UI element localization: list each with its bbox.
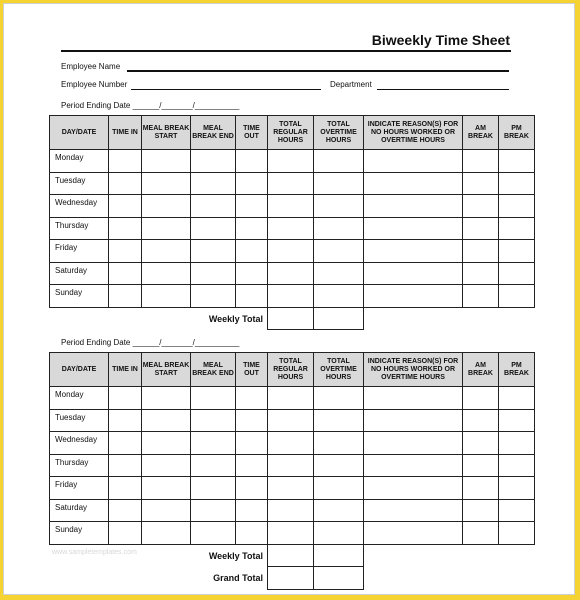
- cell[interactable]: [236, 240, 268, 263]
- cell[interactable]: [191, 432, 236, 455]
- cell[interactable]: [463, 285, 499, 308]
- cell[interactable]: [109, 217, 142, 240]
- cell[interactable]: [142, 477, 191, 500]
- table-row: [50, 195, 535, 218]
- cell[interactable]: [314, 150, 364, 173]
- cell[interactable]: [499, 454, 535, 477]
- cell[interactable]: [364, 217, 463, 240]
- cell[interactable]: [142, 409, 191, 432]
- cell[interactable]: [109, 387, 142, 410]
- day-label: Friday: [50, 477, 109, 500]
- cell[interactable]: [499, 477, 535, 500]
- header-meal-break-start: MEAL BREAK START: [142, 353, 191, 387]
- header-meal-break-end: MEAL BREAK END: [191, 116, 236, 150]
- cell[interactable]: [499, 262, 535, 285]
- cell[interactable]: [314, 409, 364, 432]
- header-time-in: TIME IN: [109, 353, 142, 387]
- cell[interactable]: [364, 240, 463, 263]
- cell[interactable]: [142, 432, 191, 455]
- cell[interactable]: [499, 409, 535, 432]
- cell[interactable]: [191, 387, 236, 410]
- table-row: [50, 262, 535, 285]
- spacer: [109, 307, 142, 330]
- cell[interactable]: [236, 262, 268, 285]
- cell[interactable]: [191, 454, 236, 477]
- cell[interactable]: [236, 522, 268, 545]
- cell[interactable]: [142, 454, 191, 477]
- cell[interactable]: [463, 262, 499, 285]
- cell[interactable]: [236, 172, 268, 195]
- cell[interactable]: [142, 262, 191, 285]
- cell[interactable]: [191, 285, 236, 308]
- title-divider: [61, 50, 511, 52]
- header-total-regular-hours: TOTAL REGULAR HOURS: [268, 353, 314, 387]
- day-label: Friday: [50, 240, 109, 263]
- cell[interactable]: [314, 217, 364, 240]
- cell[interactable]: [268, 409, 314, 432]
- cell[interactable]: [499, 387, 535, 410]
- cell[interactable]: [109, 409, 142, 432]
- weekly-total-regular-field[interactable]: [268, 307, 314, 330]
- cell[interactable]: [142, 285, 191, 308]
- cell[interactable]: [499, 195, 535, 218]
- cell[interactable]: [364, 454, 463, 477]
- spacer: [50, 567, 109, 590]
- grand-total-row: [50, 567, 535, 590]
- watermark: www.sampletemplates.com: [52, 549, 137, 556]
- cell[interactable]: [236, 387, 268, 410]
- cell[interactable]: [268, 477, 314, 500]
- cell[interactable]: [463, 240, 499, 263]
- cell[interactable]: [314, 499, 364, 522]
- cell[interactable]: [463, 499, 499, 522]
- table-row: [50, 240, 535, 263]
- cell[interactable]: [109, 454, 142, 477]
- period-ending-date-1[interactable]: Period Ending Date ______/_______/__________: [61, 101, 240, 110]
- grand-total-overtime-field[interactable]: [314, 567, 364, 590]
- day-label: Monday: [50, 150, 109, 173]
- cell[interactable]: [236, 217, 268, 240]
- cell[interactable]: [109, 432, 142, 455]
- cell[interactable]: [191, 172, 236, 195]
- cell[interactable]: [499, 217, 535, 240]
- cell[interactable]: [499, 172, 535, 195]
- weekly-total-label: Weekly Total: [208, 313, 263, 324]
- cell[interactable]: [463, 150, 499, 173]
- cell[interactable]: [364, 195, 463, 218]
- cell[interactable]: [236, 477, 268, 500]
- cell[interactable]: [109, 150, 142, 173]
- header-time-in: TIME IN: [109, 116, 142, 150]
- header-total-overtime-hours: TOTAL OVERTIME HOURS: [314, 353, 364, 387]
- cell[interactable]: [314, 262, 364, 285]
- page-title: Biweekly Time Sheet: [371, 32, 510, 48]
- table-row: [50, 522, 535, 545]
- employee-name-field[interactable]: [127, 70, 509, 72]
- cell[interactable]: [499, 432, 535, 455]
- department-field[interactable]: [377, 89, 509, 90]
- cell[interactable]: [268, 217, 314, 240]
- cell[interactable]: [109, 477, 142, 500]
- cell[interactable]: [142, 172, 191, 195]
- cell[interactable]: [314, 387, 364, 410]
- weekly-total-overtime-field[interactable]: [314, 544, 364, 567]
- cell[interactable]: [268, 499, 314, 522]
- header-pm-break: PM BREAK: [499, 116, 535, 150]
- day-label: Thursday: [50, 217, 109, 240]
- spacer: [364, 307, 535, 330]
- spacer: [109, 567, 142, 590]
- cell[interactable]: [236, 432, 268, 455]
- cell[interactable]: [314, 454, 364, 477]
- cell[interactable]: [364, 285, 463, 308]
- day-label: Saturday: [50, 499, 109, 522]
- cell[interactable]: [236, 409, 268, 432]
- cell[interactable]: [109, 262, 142, 285]
- cell[interactable]: [142, 522, 191, 545]
- cell[interactable]: [463, 477, 499, 500]
- cell[interactable]: [463, 409, 499, 432]
- cell[interactable]: [191, 477, 236, 500]
- cell[interactable]: [463, 217, 499, 240]
- cell[interactable]: [109, 499, 142, 522]
- cell[interactable]: [268, 454, 314, 477]
- table-row: [50, 477, 535, 500]
- header-reasons: INDICATE REASON(S) FOR NO HOURS WORKED OR OVERTIME HOURS: [364, 353, 463, 387]
- header-reasons: INDICATE REASON(S) FOR NO HOURS WORKED OR OVERTIME HOURS: [364, 116, 463, 150]
- cell[interactable]: [236, 454, 268, 477]
- day-label: Tuesday: [50, 172, 109, 195]
- day-label: Tuesday: [50, 409, 109, 432]
- cell[interactable]: [236, 195, 268, 218]
- cell[interactable]: [142, 150, 191, 173]
- cell[interactable]: [364, 477, 463, 500]
- weekly-total-label: Weekly Total: [208, 550, 263, 561]
- cell[interactable]: [191, 262, 236, 285]
- cell[interactable]: [191, 217, 236, 240]
- cell[interactable]: [109, 522, 142, 545]
- header-time-out: TIME OUT: [236, 116, 268, 150]
- header-meal-break-start: MEAL BREAK START: [142, 116, 191, 150]
- cell[interactable]: [499, 285, 535, 308]
- cell[interactable]: [463, 432, 499, 455]
- table-row: [50, 454, 535, 477]
- grand-total-label: Grand Total: [213, 572, 263, 583]
- header-am-break: AM BREAK: [463, 353, 499, 387]
- cell[interactable]: [314, 285, 364, 308]
- cell[interactable]: [364, 387, 463, 410]
- cell[interactable]: [268, 285, 314, 308]
- cell[interactable]: [236, 150, 268, 173]
- department-label: Department: [330, 80, 372, 89]
- cell[interactable]: [142, 217, 191, 240]
- day-label: Saturday: [50, 262, 109, 285]
- cell[interactable]: [314, 477, 364, 500]
- header-pm-break: PM BREAK: [499, 353, 535, 387]
- grand-total-regular-field[interactable]: [268, 567, 314, 590]
- spacer: [364, 544, 535, 567]
- cell[interactable]: [191, 240, 236, 263]
- cell[interactable]: [236, 285, 268, 308]
- cell[interactable]: [499, 499, 535, 522]
- cell[interactable]: [364, 262, 463, 285]
- cell[interactable]: [191, 522, 236, 545]
- table-row: [50, 409, 535, 432]
- spacer: [50, 307, 109, 330]
- cell[interactable]: [463, 195, 499, 218]
- day-label: Sunday: [50, 522, 109, 545]
- cell[interactable]: [314, 195, 364, 218]
- cell[interactable]: [463, 172, 499, 195]
- cell[interactable]: [364, 150, 463, 173]
- cell[interactable]: [499, 240, 535, 263]
- cell[interactable]: [314, 432, 364, 455]
- cell[interactable]: [364, 409, 463, 432]
- cell[interactable]: [463, 387, 499, 410]
- employee-name-label: Employee Name: [61, 62, 121, 71]
- day-label: Monday: [50, 387, 109, 410]
- cell[interactable]: [191, 195, 236, 218]
- cell[interactable]: [109, 172, 142, 195]
- week-1-table: [49, 115, 535, 330]
- cell[interactable]: [109, 195, 142, 218]
- header-day-date: DAY/DATE: [50, 116, 109, 150]
- cell[interactable]: [268, 195, 314, 218]
- cell[interactable]: [314, 172, 364, 195]
- cell[interactable]: [109, 285, 142, 308]
- cell[interactable]: [314, 240, 364, 263]
- table-row: [50, 499, 535, 522]
- day-label: Thursday: [50, 454, 109, 477]
- cell[interactable]: [268, 172, 314, 195]
- time-sheet-page: [3, 3, 575, 595]
- cell[interactable]: [364, 499, 463, 522]
- cell[interactable]: [463, 454, 499, 477]
- cell[interactable]: [268, 432, 314, 455]
- table-row: [50, 150, 535, 173]
- cell[interactable]: [314, 522, 364, 545]
- employee-number-label: Employee Number: [61, 80, 128, 89]
- header-total-regular-hours: TOTAL REGULAR HOURS: [268, 116, 314, 150]
- cell[interactable]: [191, 409, 236, 432]
- period-ending-date-2[interactable]: Period Ending Date ______/_______/__________: [61, 338, 240, 347]
- cell[interactable]: [268, 522, 314, 545]
- weekly-total-row: [50, 307, 535, 330]
- table-row: [50, 172, 535, 195]
- header-am-break: AM BREAK: [463, 116, 499, 150]
- cell[interactable]: [364, 172, 463, 195]
- cell[interactable]: [268, 150, 314, 173]
- header-time-out: TIME OUT: [236, 353, 268, 387]
- cell[interactable]: [268, 387, 314, 410]
- cell[interactable]: [191, 150, 236, 173]
- cell[interactable]: [142, 240, 191, 263]
- cell[interactable]: [191, 499, 236, 522]
- header-total-overtime-hours: TOTAL OVERTIME HOURS: [314, 116, 364, 150]
- table-row: [50, 217, 535, 240]
- weekly-total-overtime-field[interactable]: [314, 307, 364, 330]
- employee-number-field[interactable]: [131, 89, 321, 90]
- table-row: [50, 432, 535, 455]
- cell[interactable]: [268, 240, 314, 263]
- cell[interactable]: [463, 522, 499, 545]
- day-label: Wednesday: [50, 195, 109, 218]
- spacer: [364, 567, 535, 590]
- cell[interactable]: [142, 387, 191, 410]
- cell[interactable]: [499, 522, 535, 545]
- cell[interactable]: [142, 195, 191, 218]
- cell[interactable]: [142, 499, 191, 522]
- weekly-total-regular-field[interactable]: [268, 544, 314, 567]
- cell[interactable]: [109, 240, 142, 263]
- cell[interactable]: [268, 262, 314, 285]
- cell[interactable]: [364, 522, 463, 545]
- cell[interactable]: [236, 499, 268, 522]
- day-label: Sunday: [50, 285, 109, 308]
- header-meal-break-end: MEAL BREAK END: [191, 353, 236, 387]
- cell[interactable]: [364, 432, 463, 455]
- day-label: Wednesday: [50, 432, 109, 455]
- table-row: [50, 387, 535, 410]
- cell[interactable]: [499, 150, 535, 173]
- table-row: [50, 285, 535, 308]
- header-day-date: DAY/DATE: [50, 353, 109, 387]
